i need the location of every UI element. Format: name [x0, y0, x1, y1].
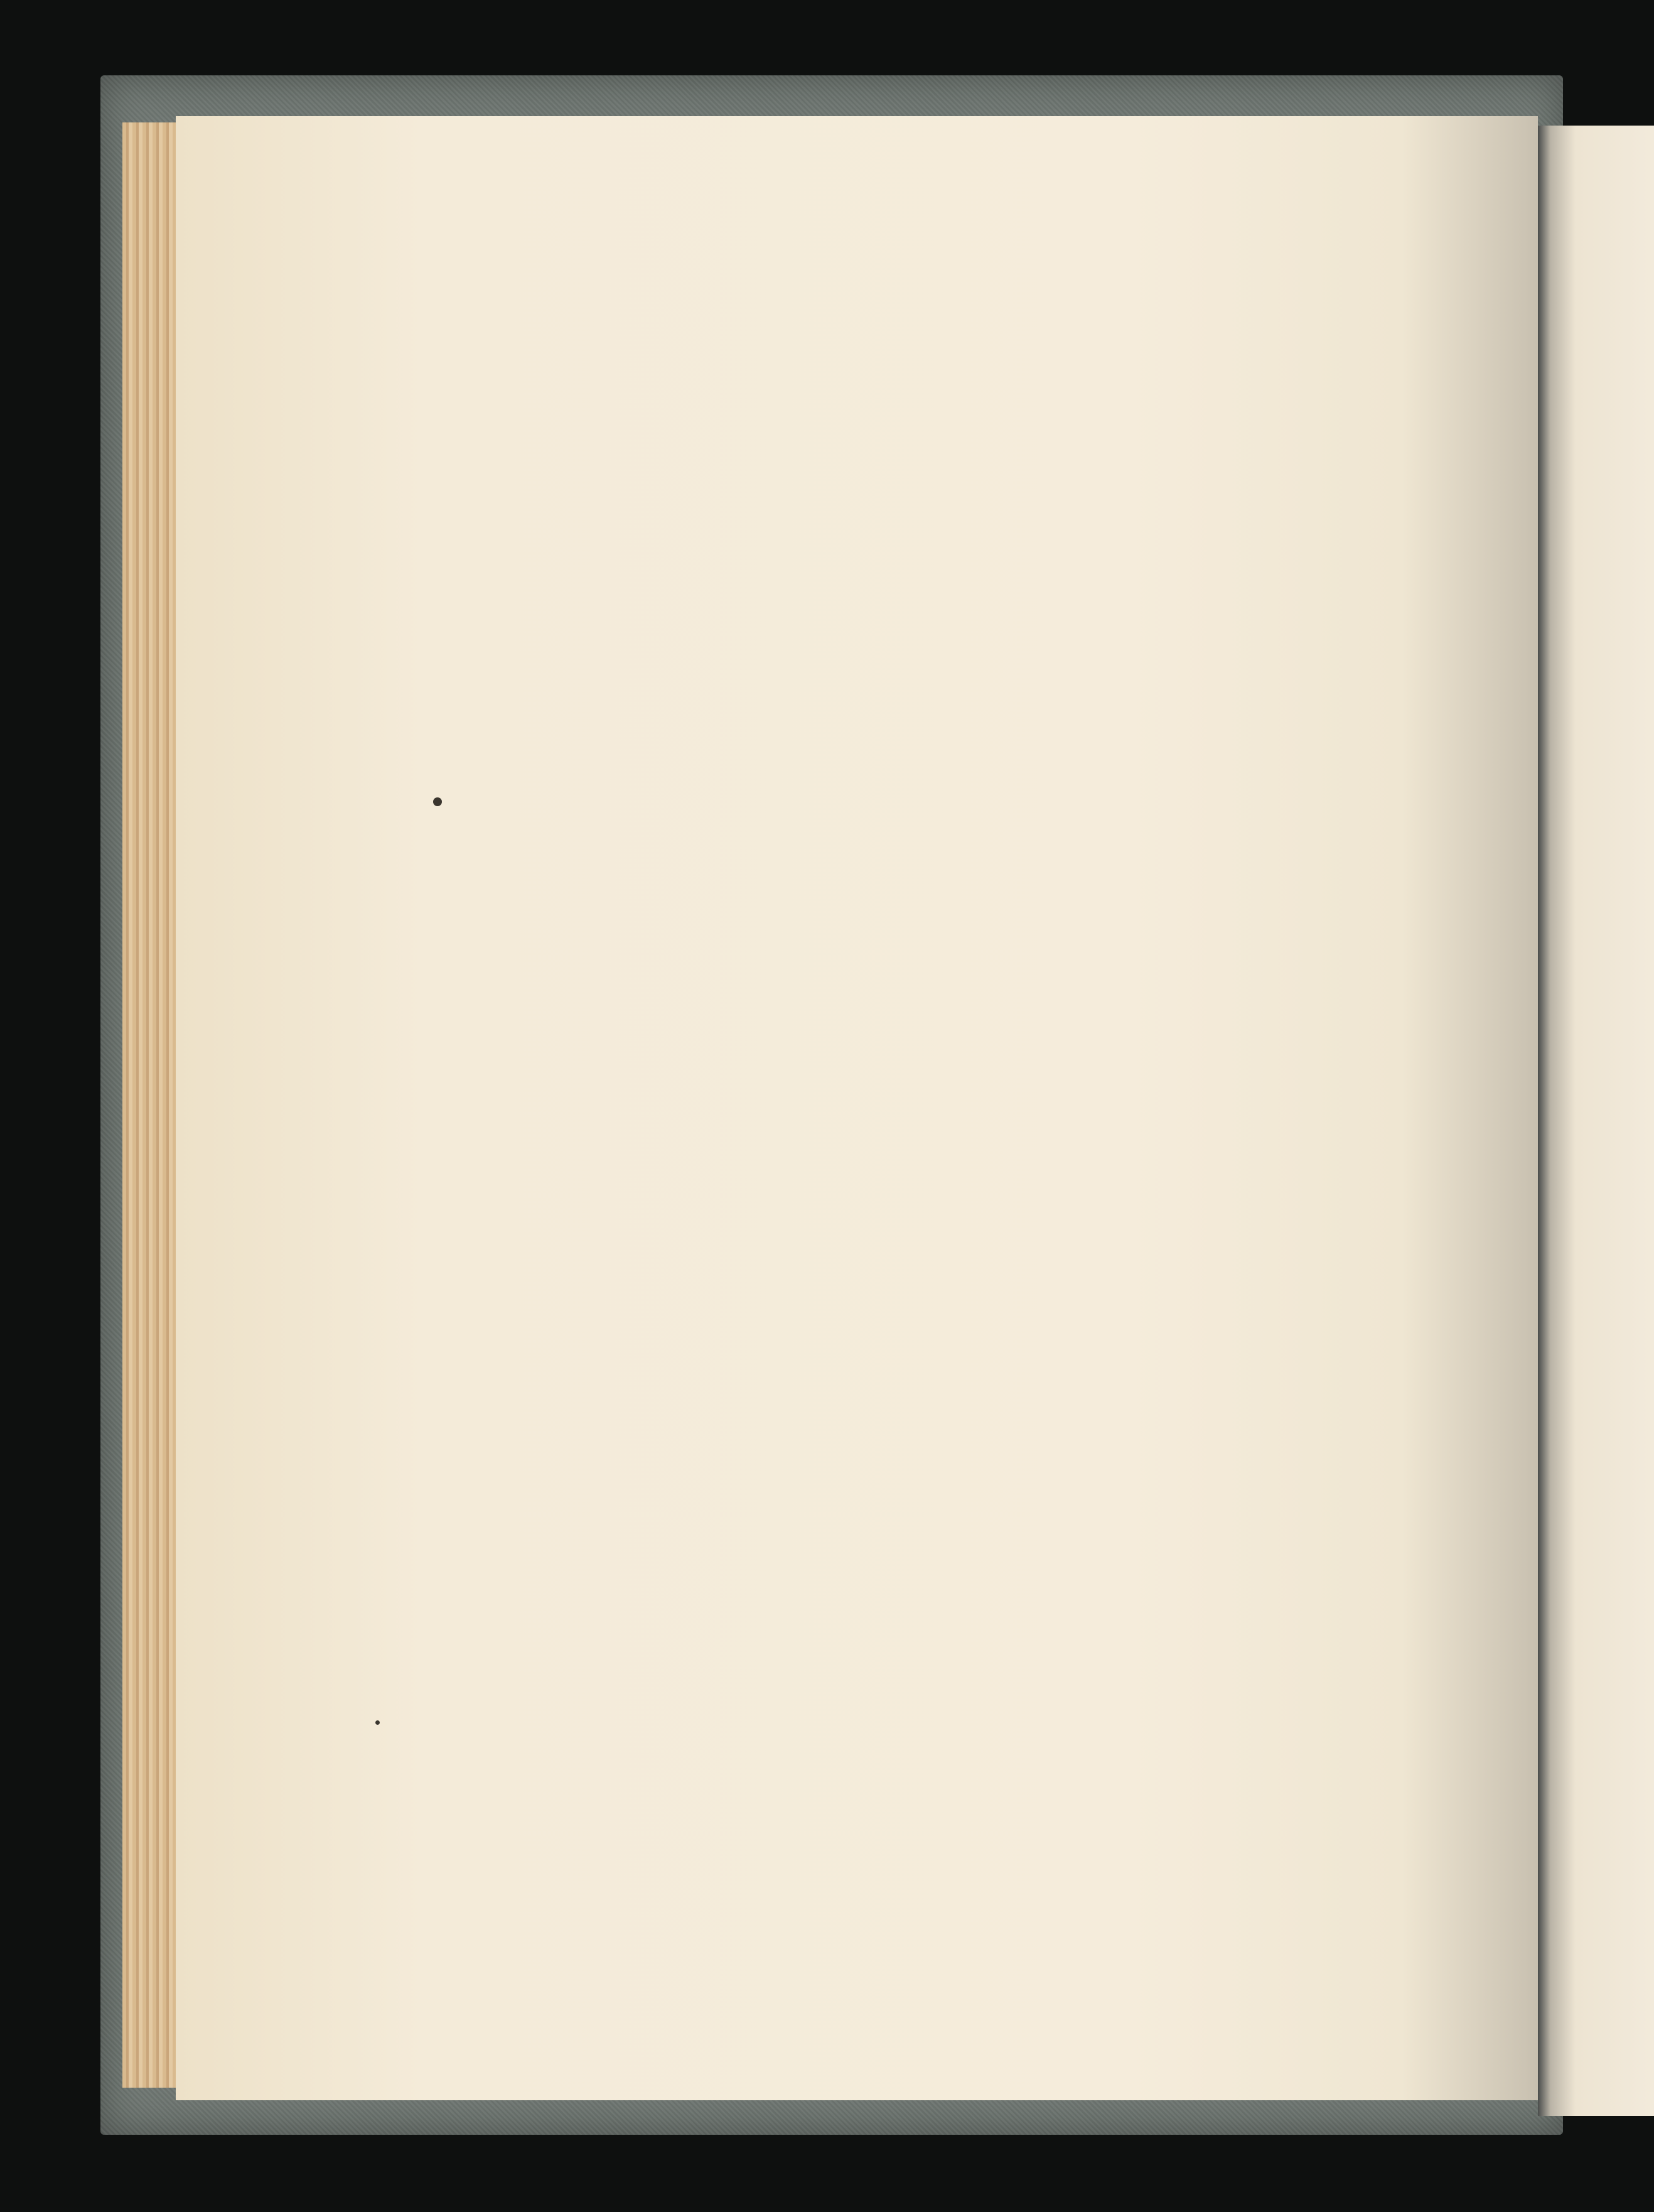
- book-page: [176, 116, 1538, 2100]
- page-edges: [122, 122, 179, 2088]
- ink-speck: [375, 1720, 380, 1725]
- facing-page-edge: [1538, 126, 1654, 2116]
- ink-speck: [433, 797, 442, 806]
